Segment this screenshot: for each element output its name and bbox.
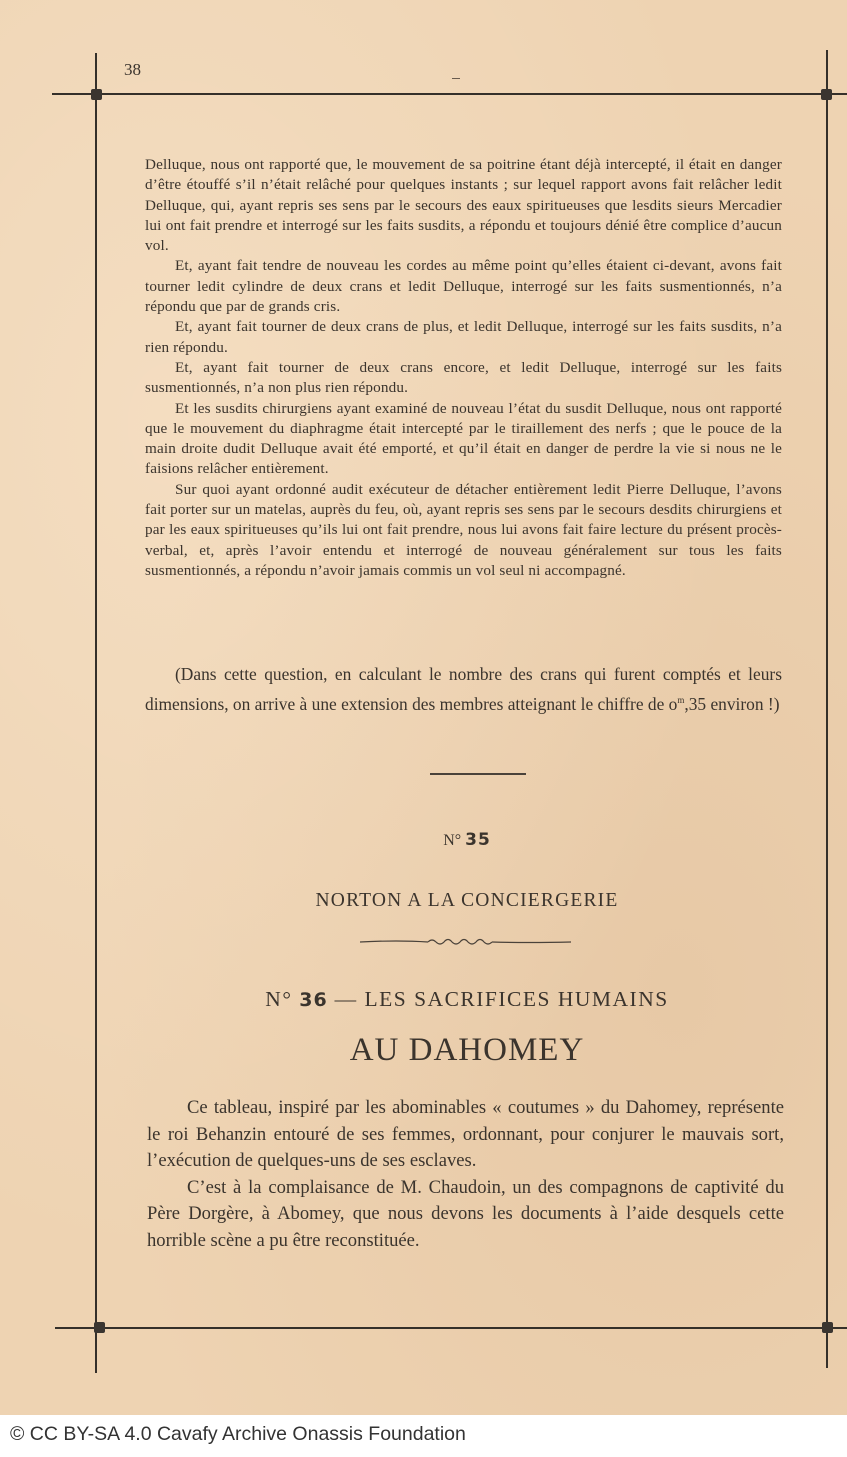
editorial-note [145,662,782,717]
frame-corner-ornament [91,89,102,100]
number-prefix: N° [443,832,462,849]
number-prefix: N° [265,987,293,1011]
body-paragraph: Et, ayant fait tendre de nouveau les cordes au même point qu’elles étaient ci-devant, avons fait tourner ledit cylindre de deux crans et ledit Delluque, interrogé sur les faits susmentionnés, n’a répondu que par de grands cris. [145,257,782,316]
section-36-description [147,1095,784,1255]
section-number: 35 [465,830,491,850]
description-paragraph: Ce tableau, inspiré par les abominables « coutumes » du Dahomey, représente le roi Behanzin entouré de ses femmes, ordonnant, pour conjurer le mauvais sort, l’exécution de quelques-uns de ses esclaves. [147,1097,784,1172]
frame-corner-ornament [822,1322,833,1333]
body-text [145,155,782,581]
note-text: (Dans cette question, en calculant le nombre des crans qui furent comptés et leurs dimensions, on arrive à une extension des membres atteignant le chiffre de o [145,664,782,714]
body-paragraph: Et, ayant fait tourner de deux crans de plus, et ledit Delluque, interrogé sur les faits susdits, n’a rien répondu. [145,318,782,356]
note-superscript: m [677,694,685,705]
frame-top-rule [52,93,847,95]
frame-bottom-rule [55,1327,847,1329]
page-number: 38 [124,60,141,79]
body-paragraph: Et, ayant fait tourner de deux crans encore, et ledit Delluque, interrogé sur les faits susmentionnés, n’a non plus rien répondu. [145,358,782,397]
note-text-end: ,35 environ !) [684,693,780,714]
section-divider-rule [430,773,526,775]
body-paragraph: Delluque, nous ont rapporté que, le mouvement de sa poitrine étant déjà intercepté, il était en danger d’être étouffé s’il n’était relâché pour quelques instants ; sur lequel rapport avons fait relâcher ledit Delluque, qui, ayant repris ses sens par le secours des eaux spiritueuses que lesdits sieurs Mercadier lui ont fait prendre et interrogé sur les faits susdits, a répondu et toujours dénié être complice d’aucun vol. [145,156,782,255]
ornament-line-right [492,942,571,943]
print-mark [452,78,460,79]
frame-right-rule [826,50,828,1368]
frame-corner-ornament [821,89,832,100]
ornament-squiggle [428,940,492,945]
license-credit: © CC BY-SA 4.0 Cavafy Archive Onassis Foundation [10,1423,466,1445]
body-paragraph: Et les susdits chirurgiens ayant examiné de nouveau l’état du susdit Delluque, nous ont rapporté que le mouvement du diaphragme était intercepté par le tiraillement des nerfs ; que le pouce de la main droite dudit Delluque avait été emporté, et qu’il était en danger de perdre la vie si nous ne le faisions relâcher entièrement. [145,399,782,478]
frame-left-rule [95,53,97,1373]
section-36-title: — LES SACRIFICES HUMAINS [334,987,669,1011]
section-35-number [0,830,847,850]
section-number: 36 [299,989,328,1011]
section-36-subtitle: AU DAHOMEY [349,1032,585,1068]
frame-corner-ornament [94,1322,105,1333]
ornament-line-left [360,941,428,942]
section-36-heading [0,987,847,1012]
body-paragraph: Sur quoi ayant ordonné audit exécuteur de détacher entièrement ledit Pierre Delluque, l’avons fait porter sur un matelas, auprès du feu, où, ayant repris ses sens par le secours desdits chirurgiens et par les eaux spiritueuses qu’ils lui ont fait prendre, nous lui avons fait faire lecture du présent procès-verbal, et, après l’avoir entendu et interrogé de nouveau généralement sur tous les faits susmentionnés, a répondu n’avoir jamais commis un vol seul ni accompagné. [145,480,782,579]
ornament-divider [358,934,573,948]
section-35-title: NORTON A LA CONCIERGERIE [315,890,619,911]
description-paragraph: C’est à la complaisance de M. Chaudoin, un des compagnons de captivité du Père Dorgère, à Abomey, que nous devons les documents à l’aide desquels cette horrible scène a pu être reconstituée. [147,1176,784,1251]
